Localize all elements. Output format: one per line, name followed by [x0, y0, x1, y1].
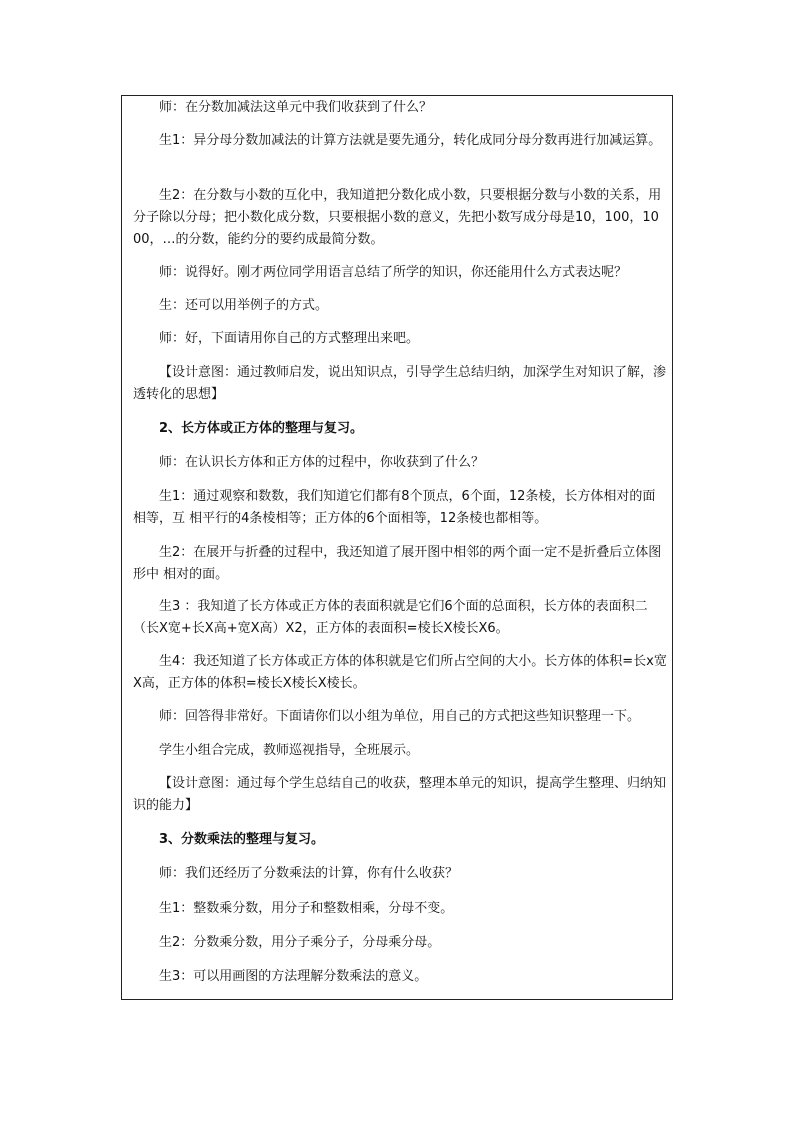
section-heading-3: 3、分数乘法的整理与复习。: [159, 832, 325, 847]
paragraph-11: 生3 ：我知道了长方体或正方体的表面积就是它们6个面的总面积，长方体的表面积二（长X宽+长X高+宽X高）X2，正方体的表面积=棱长X棱长X6。: [133, 599, 648, 636]
paragraph-12: 生4：我还知道了长方体或正方体的体积就是它们所占空间的大小。长方体的体积=长x宽X高，正方体的体积=棱长X棱长X棱长。: [133, 654, 667, 691]
paragraph-2: 生1：异分母分数加减法的计算方法就是要先通分，转化成同分母分数再进行加减运算。: [159, 133, 662, 148]
paragraph-19: 生2：分数乘分数，用分子乘分子，分母乘分母。: [159, 935, 441, 950]
paragraph-20: 生3：可以用画图的方法理解分数乘法的意义。: [159, 969, 428, 984]
paragraph-14: 学生小组合完成，教师巡视指导，全班展示。: [159, 743, 420, 758]
paragraph-6: 师：好，下面请用你自己的方式整理出来吧。: [159, 331, 420, 346]
paragraph-5: 生：还可以用举例子的方式。: [159, 298, 329, 313]
paragraph-8: 师：在认识长方体和正方体的过程中，你收获到了什么？: [159, 455, 485, 470]
section-heading-2: 2、长方体或正方体的整理与复习。: [159, 421, 364, 436]
paragraph-13: 师：回答得非常好。下面请你们以小组为单位，用自己的方式把这些知识整理一下。: [159, 709, 641, 724]
paragraph-10: 生2：在展开与折叠的过程中，我还知道了展开图中相邻的两个面一定不是折叠后立体图形中 相对的面。: [133, 545, 662, 582]
paragraph-17: 师：我们还经历了分数乘法的计算，你有什么收获？: [159, 866, 459, 881]
design-intent-1: 【设计意图：通过教师启发，说出知识点，引导学生总结归纳，加深学生对知识了解，渗透转化的思想】: [133, 365, 667, 402]
paragraph-3: 生2：在分数与小数的互化中，我知道把分数化成小数，只要根据分数与小数的关系，用分子除以分母；把小数化成分数，只要根据小数的意义，先把小数写成分母是10，100，1000，…的分数，能约分的要约成最简分数。: [133, 188, 662, 247]
paragraph-9: 生1：通过观察和数数，我们知道它们都有8个顶点，6个面，12条棱，长方体相对的面相等，互 相平行的4条棱相等；正方体的6个面相等，12条棱也都相等。: [133, 489, 656, 526]
paragraph-18: 生1：整数乘分数，用分子和整数相乘，分母不变。: [159, 901, 454, 916]
paragraph-1: 师：在分数加减法这单元中我们收获到了什么？: [159, 100, 433, 115]
paragraph-4: 师：说得好。刚才两位同学用语言总结了所学的知识，你还能用什么方式表达呢？: [159, 265, 628, 280]
design-intent-2: 【设计意图：通过每个学生总结自己的收获，整理本单元的知识，提高学生整理、归纳知识的能力】: [133, 776, 667, 813]
